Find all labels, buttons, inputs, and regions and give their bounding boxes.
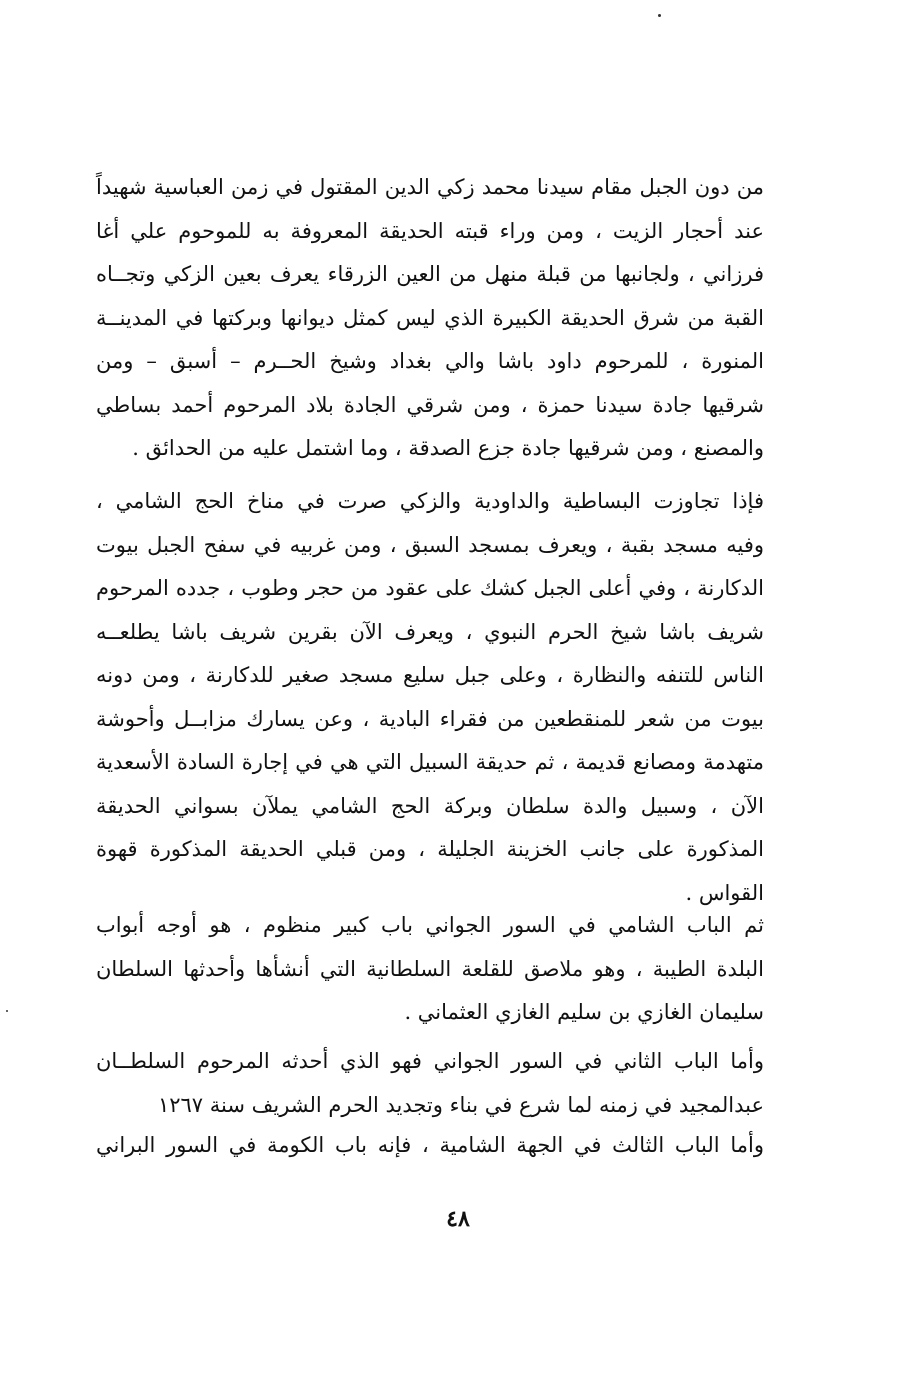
text-line: والمصنع ، ومن شرقيها جادة جزع الصدقة ، وما اشتمل عليه من الحدائق . xyxy=(132,436,764,460)
text-line: عند أحجار الزيت ، ومن وراء قبته الحديقة المعروفة به للموحوم علي أغا xyxy=(96,218,764,243)
text-line: فإذا تجاوزت البساطية والداودية والزكي صرت في مناخ الحج الشامي ، xyxy=(96,489,764,513)
text-line: وأما الباب الثالث في الجهة الشامية ، فإنه باب الكومة في السور البراني xyxy=(96,1133,764,1157)
text-line: المذكورة على جانب الخزينة الجليلة ، ومن قبلي الحديقة المذكورة قهوة xyxy=(96,837,764,861)
page-number: ٤٨ xyxy=(446,1206,470,1232)
text-line: وأما الباب الثاني في السور الجواني فهو الذي أحدثه المرحوم السلطــان xyxy=(96,1049,764,1073)
text-line: من دون الجبل مقام سيدنا محمد زكي الدين المقتول في زمن العباسية شهيداً xyxy=(96,175,764,199)
text-line: الدكارنة ، وفي أعلى الجبل كشك على عقود من حجر وطوب ، جدده المرحوم xyxy=(96,576,764,600)
text-line: القبة من شرق الحديقة الكبيرة الذي ليس كمثل ديوانها وبركتها في المدينــة xyxy=(96,305,764,330)
text-line: المنورة ، للمرحوم داود باشا والي بغداد وشيخ الحــرم – أسبق – ومن xyxy=(96,349,764,373)
paragraph-4 xyxy=(96,1040,764,1127)
paragraph-2 xyxy=(96,480,764,915)
text-line: شرقيها جادة سيدنا حمزة ، ومن شرقي الجادة بلاد المرحوم أحمد بساطي xyxy=(96,392,764,417)
paragraph-1 xyxy=(96,166,764,471)
text-line: الآن ، وسبيل والدة سلطان وبركة الحج الشامي يملآن بسواني الحديقة xyxy=(96,793,764,818)
text-line: بيوت من شعر للمنقطعين من فقراء البادية ، وعن يسارك مزابــل وأحوشة xyxy=(96,706,764,731)
text-line: متهدمة ومصانع قديمة ، ثم حديقة السبيل التي هي في إجارة السادة الأسعدية xyxy=(96,750,764,774)
text-line: البلدة الطيبة ، وهو ملاصق للقلعة السلطانية التي أنشأها وأحدثها السلطان xyxy=(96,956,764,981)
text-line: فرزاني ، ولجانبها من قبلة منهل من العين الزرقاء يعرف بعين الزكي وتجــاه xyxy=(96,262,764,286)
paragraph-3 xyxy=(96,904,764,1035)
text-line: وفيه مسجد بقبة ، ويعرف بمسجد السبق ، ومن غربيه في سفح الجبل بيوت xyxy=(96,532,764,557)
text-line: ثم الباب الشامي في السور الجواني باب كبير منظوم ، هو أوجه أبواب xyxy=(96,913,764,937)
text-line: شريف باشا شيخ الحرم النبوي ، ويعرف الآن بقرين شريف باشا يطلعــه xyxy=(96,619,764,644)
text-line: القواس . xyxy=(685,880,764,905)
scan-speck xyxy=(658,14,661,17)
scan-speck xyxy=(6,1010,8,1012)
text-line: الناس للتنفه والنظارة ، وعلى جبل سليع مسجد صغير للدكارنة ، ومن دونه xyxy=(96,663,764,687)
paragraph-5 xyxy=(96,1124,764,1168)
text-line: سليمان الغازي بن سليم الغازي العثماني . xyxy=(404,1000,764,1024)
text-line: عبدالمجيد في زمنه لما شرع في بناء وتجديد الحرم الشريف سنة ١٢٦٧ xyxy=(157,1092,764,1117)
